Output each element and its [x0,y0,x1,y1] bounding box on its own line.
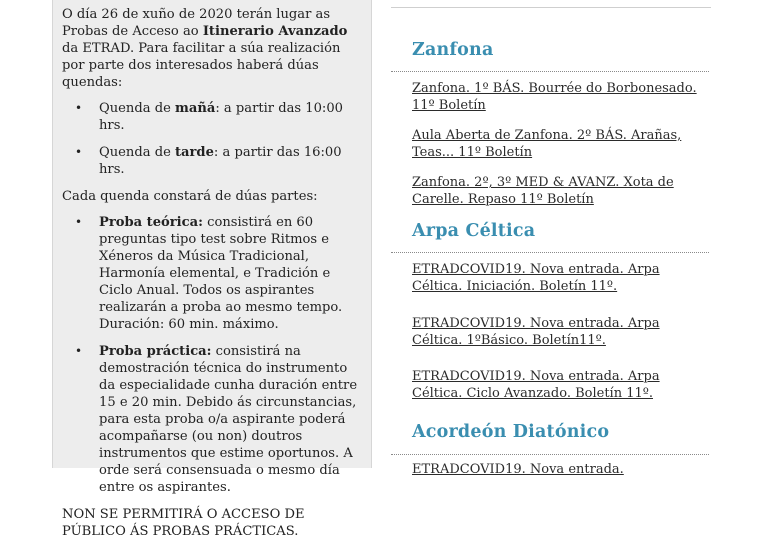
section-title-zanfona: Zanfona [412,40,494,60]
shift-prefix: Quenda de [99,145,175,160]
post-link[interactable]: ETRADCOVID19. Nova entrada. Arpa Céltica. Iniciación. Boletín 11º. [412,262,660,294]
shift-name: mañá [175,101,216,116]
bullet-icon: • [75,344,83,358]
bullet-icon: • [75,101,83,115]
intro-text: O día 26 de xuño de 2020 terán lugar as Probas de Acceso ao [62,7,331,39]
post-link[interactable]: Zanfona. 2º, 3º MED & AVANZ. Xota de Carelle. Repaso 11º Boletín [412,175,674,207]
closing-notice: NON SE PERMITIRÁ O ACCESO DE PÚBLICO ÁS PROBAS PRÁCTICAS. [62,507,305,539]
bullet-icon: • [75,145,83,159]
part-description: consistirá en 60 preguntas tipo test sobre Ritmos e Xéneros da Música Tradicional, Harmonía elemental, e Tradición e Ciclo Anual. Todos os aspirantes realizarán a proba ao mesmo tempo. Duración: 60 min. máximo. [99,215,343,332]
shifts-list [62,100,363,178]
part-description: consistirá na demostración técnica do instrumento da especialidade cunha duración entre 15 e 20 min. Debido ás circunstancias, para esta proba o/a aspirante poderá acompañarse (ou non) doutros instrumentos que estime oportunos. A orde será consensuada o mesmo día entre os aspirantes. [99,344,358,495]
list-item [62,214,363,333]
list-item [62,343,363,496]
shift-prefix: Quenda de [99,101,175,116]
parts-intro: Cada quenda constará de dúas partes: [62,189,318,204]
intro-bold: Itinerario Avanzado [202,24,348,39]
divider [391,252,709,253]
section-title-arpa-celtica: Arpa Céltica [412,221,536,241]
divider [391,454,709,455]
post-link[interactable]: Aula Aberta de Zanfona. 2º BÁS. Arañas, Teas... 11º Boletín [412,128,682,160]
shift-name: tarde [175,145,214,160]
intro-text-end: da ETRAD. Para facilitar a súa realización por parte dos interesados haberá dúas quendas: [62,41,341,90]
part-title: Proba práctica: [99,344,212,359]
section-title-acordeon-diatonico: Acordeón Diatónico [412,422,610,442]
post-link[interactable]: ETRADCOVID19. Nova entrada. [412,462,624,477]
article-panel [52,0,372,539]
bullet-icon: • [75,215,83,229]
list-item [62,100,363,134]
post-link[interactable]: ETRADCOVID19. Nova entrada. Arpa Céltica. Ciclo Avanzado. Boletín 11º. [412,369,660,401]
sidebar [391,0,711,477]
intro-paragraph [62,6,363,91]
shift-time: : a partir das 10:00 hrs. [99,101,344,133]
post-link[interactable]: Zanfona. 1º BÁS. Bourrée do Borbonesado. 11º Boletín [412,81,697,113]
divider [391,7,711,8]
post-link[interactable]: ETRADCOVID19. Nova entrada. Arpa Céltica. 1ºBásico. Boletín11º. [412,316,660,348]
divider [391,71,709,72]
parts-list [62,214,363,496]
part-title: Proba teórica: [99,215,203,230]
list-item [62,144,363,178]
shift-time: : a partir das 16:00 hrs. [99,145,342,177]
